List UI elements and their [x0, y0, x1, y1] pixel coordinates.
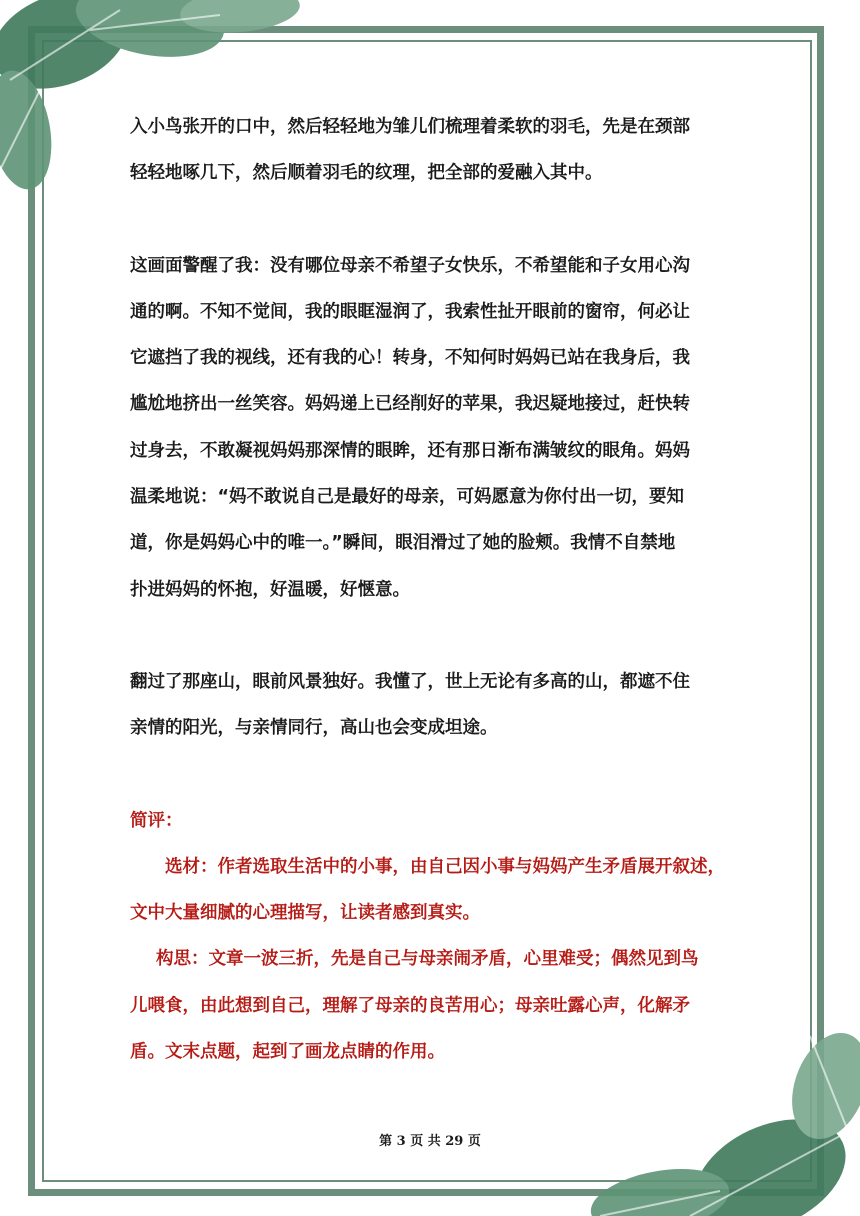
body-line: 它遮挡了我的视线，还有我的心！转身，不知何时妈妈已站在我身后，我 — [130, 348, 690, 369]
body-line: 轻轻地啄几下，然后顺着羽毛的纹理，把全部的爱融入其中。 — [130, 163, 603, 184]
page-number: 第 3 页 共 29 页 — [379, 1134, 481, 1149]
body-line: 入小鸟张开的口中，然后轻轻地为雏儿们梳理着柔软的羽毛，先是在颈部 — [130, 117, 690, 137]
body-line: 亲情的阳光，与亲情同行，高山也会变成坦途。 — [130, 718, 498, 739]
review-line: 选材：作者选取生活中的小事，由自己因小事与妈妈产生矛盾展开叙述， — [165, 856, 725, 877]
article-body — [130, 104, 730, 1075]
body-line: 通的啊。不知不觉间，我的眼眶湿润了，我索性扯开眼前的窗帘，何必让 — [130, 301, 690, 322]
review-line: 盾。文末点题，起到了画龙点睛的作用。 — [130, 1042, 445, 1063]
body-line: 翻过了那座山，眼前风景独好。我懂了，世上无论有多高的山，都遮不住 — [130, 671, 690, 692]
body-line: 温柔地说：“妈不敢说自己是最好的母亲，可妈愿意为你付出一切，要知 — [130, 487, 684, 508]
body-line: 这画面警醒了我：没有哪位母亲不希望子女快乐，不希望能和子女用心沟 — [130, 255, 690, 276]
body-line: 尴尬地挤出一丝笑容。妈妈递上已经削好的苹果，我迟疑地接过，赶快转 — [130, 394, 690, 415]
review-heading: 简评： — [130, 810, 183, 831]
body-line: 道，你是妈妈心中的唯一。”瞬间，眼泪滑过了她的脸颊。我情不自禁地 — [130, 533, 676, 554]
review-line: 儿喂食，由此想到自己，理解了母亲的良苦用心；母亲吐露心声，化解矛 — [130, 995, 690, 1016]
review-line: 文中大量细腻的心理描写，让读者感到真实。 — [130, 903, 480, 924]
review-line: 构思：文章一波三折，先是自己与母亲闹矛盾，心里难受；偶然见到鸟 — [156, 949, 699, 970]
body-line: 扑进妈妈的怀抱，好温暖，好惬意。 — [130, 579, 410, 600]
body-line: 过身去，不敢凝视妈妈那深情的眼眸，还有那日渐布满皱纹的眼角。妈妈 — [130, 440, 690, 461]
